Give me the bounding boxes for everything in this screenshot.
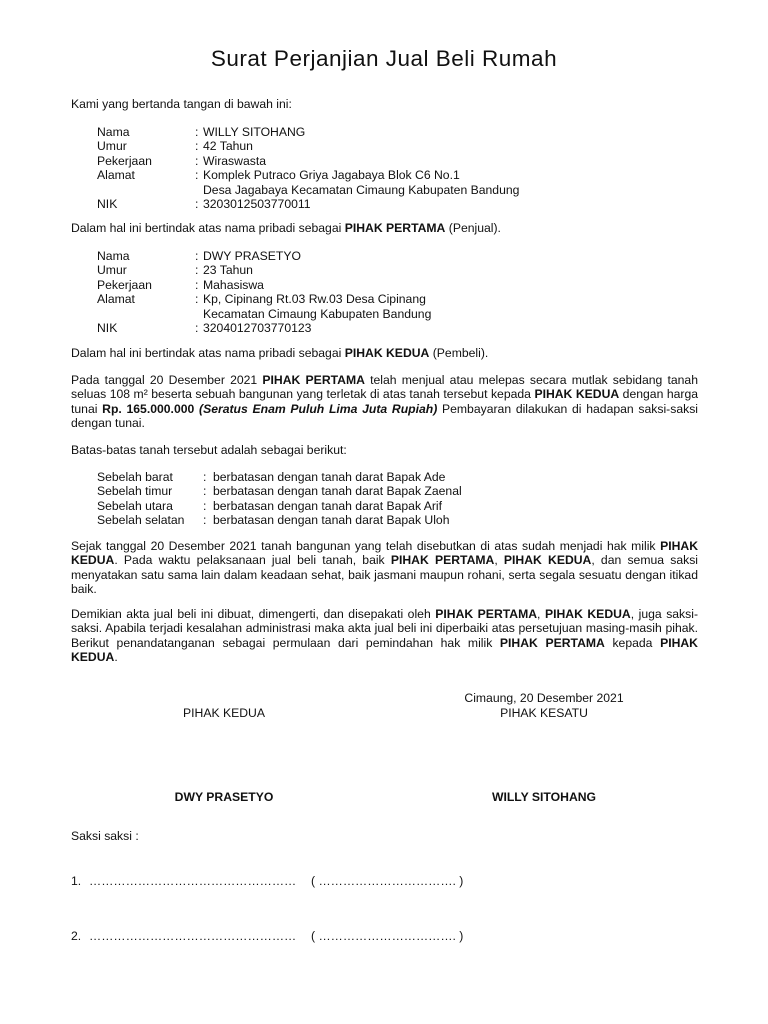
- address-label: Alamat: [97, 292, 135, 307]
- party-one-age: 42 Tahun: [203, 139, 253, 154]
- party-two-role-text: Dalam hal ini bertindak atas nama pribadi sebagai PIHAK KEDUA (Pembeli).: [71, 346, 489, 360]
- age-label: Umur: [97, 139, 127, 154]
- witness-number: 1.: [71, 874, 82, 888]
- second-party-label: PIHAK KEDUA: [183, 706, 265, 720]
- witness-name-line: ……………………………………………: [89, 929, 297, 943]
- party-two-nik: 3204012703770123: [203, 321, 312, 336]
- party-one-address-line-2: Desa Jagabaya Kecamatan Cimaung Kabupaten Bandung: [203, 182, 520, 197]
- party-one-role-text: Dalam hal ini bertindak atas nama pribadi sebagai PIHAK PERTAMA (Penjual).: [71, 221, 501, 235]
- party-one-occupation: Wiraswasta: [203, 153, 266, 168]
- witness-number: 2.: [71, 929, 82, 943]
- land-borders-list: [97, 470, 657, 528]
- name-label: Nama: [97, 125, 130, 139]
- party-two-address-line-2: Kecamatan Cimaung Kabupaten Bandung: [203, 306, 432, 321]
- party-one-nik: 3203012503770011: [203, 197, 311, 212]
- party-one-identity: Nama : WILLY SITOHANG Umur : 42 Tahun Pekerjaan : Wiraswasta Alamat : Komplek Putraco Griya Jagabaya Blok C6 No.1 Desa Jagabaya Kecamatan Cimaung Kabupaten Bandung NIK : 3203012503770011: [97, 125, 657, 211]
- sale-paragraph: Pada tanggal 20 Desember 2021 PIHAK PERTAMA telah menjual atau melepas secara mutlak sebidang tanah seluas 108 m² beserta sebuah bangunan yang terletak di atas tanah tersebut kepada PIHAK KEDUA dengan harga tunai Rp. 165.000.000 (Seratus Enam Puluh Lima Juta Rupiah) Pembayaran dilakukan di hadapan saksi-saksi dengan tunai.: [71, 373, 699, 431]
- occupation-label: Pekerjaan: [97, 277, 152, 292]
- nik-label: NIK: [97, 321, 118, 336]
- witnesses-label: Saksi saksi :: [71, 829, 139, 843]
- party-one-address-line-1: Komplek Putraco Griya Jagabaya Blok C6 No.1: [203, 168, 460, 183]
- party-two-occupation: Mahasiswa: [203, 277, 264, 292]
- nik-label: NIK: [97, 197, 118, 212]
- address-label: Alamat: [97, 168, 135, 183]
- witness-name-line: ……………………………………………: [89, 874, 297, 888]
- witness-row-1: [71, 874, 463, 888]
- closing-paragraph: Demikian akta jual beli ini dibuat, dimengerti, dan disepakati oleh PIHAK PERTAMA, PIHAK KEDUA, juga saksi-saksi. Apabila terjadi kesalahan administrasi maka akta jual beli ini diperbaiki atas persetujuan masing-masih pihak. Berikut penandatanganan sebagai permulaan dari pemindahan hak milik PIHAK PERTAMA kepada PIHAK KEDUA.: [71, 607, 699, 665]
- first-party-label: PIHAK KESATU: [500, 706, 588, 720]
- border-row: Sebelah selatan : berbatasan dengan tanah darat Bapak Uloh: [97, 513, 450, 528]
- border-row: Sebelah timur : berbatasan dengan tanah darat Bapak Zaenal: [97, 484, 462, 499]
- witness-row-2: [71, 929, 463, 943]
- name-label: Nama: [97, 249, 130, 263]
- first-party-name: WILLY SITOHANG: [491, 790, 597, 804]
- party-one-name: WILLY SITOHANG: [203, 125, 306, 139]
- witness-signature-line: ( ……………………………. ): [311, 874, 464, 888]
- document-title: Surat Perjanjian Jual Beli Rumah: [210, 46, 558, 71]
- occupation-label: Pekerjaan: [97, 153, 152, 168]
- intro-text: Kami yang bertanda tangan di bawah ini:: [71, 97, 292, 111]
- border-row: Sebelah barat : berbatasan dengan tanah darat Bapak Ade: [97, 470, 446, 484]
- second-party-name: DWY PRASETYO: [174, 790, 274, 804]
- place-date: Cimaung, 20 Desember 2021: [464, 691, 624, 705]
- witness-signature-line: ( ……………………………. ): [311, 929, 464, 943]
- party-two-address-line-1: Kp, Cipinang Rt.03 Rw.03 Desa Cipinang: [203, 292, 426, 307]
- transfer-paragraph: Sejak tanggal 20 Desember 2021 tanah bangunan yang telah disebutkan di atas sudah menjadi hak milik PIHAK KEDUA. Pada waktu pelaksanaan jual beli tanah, baik PIHAK PERTAMA, PIHAK KEDUA, dan semua saksi menyatakan satu sama lain dalam keadaan sehat, baik jasmani maupun rohani, serta segala sesuatu dengan itikad baik.: [71, 539, 698, 597]
- party-two-identity: Nama : DWY PRASETYO Umur : 23 Tahun Pekerjaan : Mahasiswa Alamat : Kp, Cipinang Rt.03 Rw.03 Desa Cipinang Kecamatan Cimaung Kabupaten Bandung NIK : 3204012703770123: [97, 249, 657, 335]
- border-row: Sebelah utara : berbatasan dengan tanah darat Bapak Arif: [97, 498, 443, 513]
- party-two-name: DWY PRASETYO: [203, 249, 301, 263]
- age-label: Umur: [97, 263, 127, 278]
- party-two-age: 23 Tahun: [203, 263, 253, 278]
- borders-intro: Batas-batas tanah tersebut adalah sebagai berikut:: [71, 443, 347, 457]
